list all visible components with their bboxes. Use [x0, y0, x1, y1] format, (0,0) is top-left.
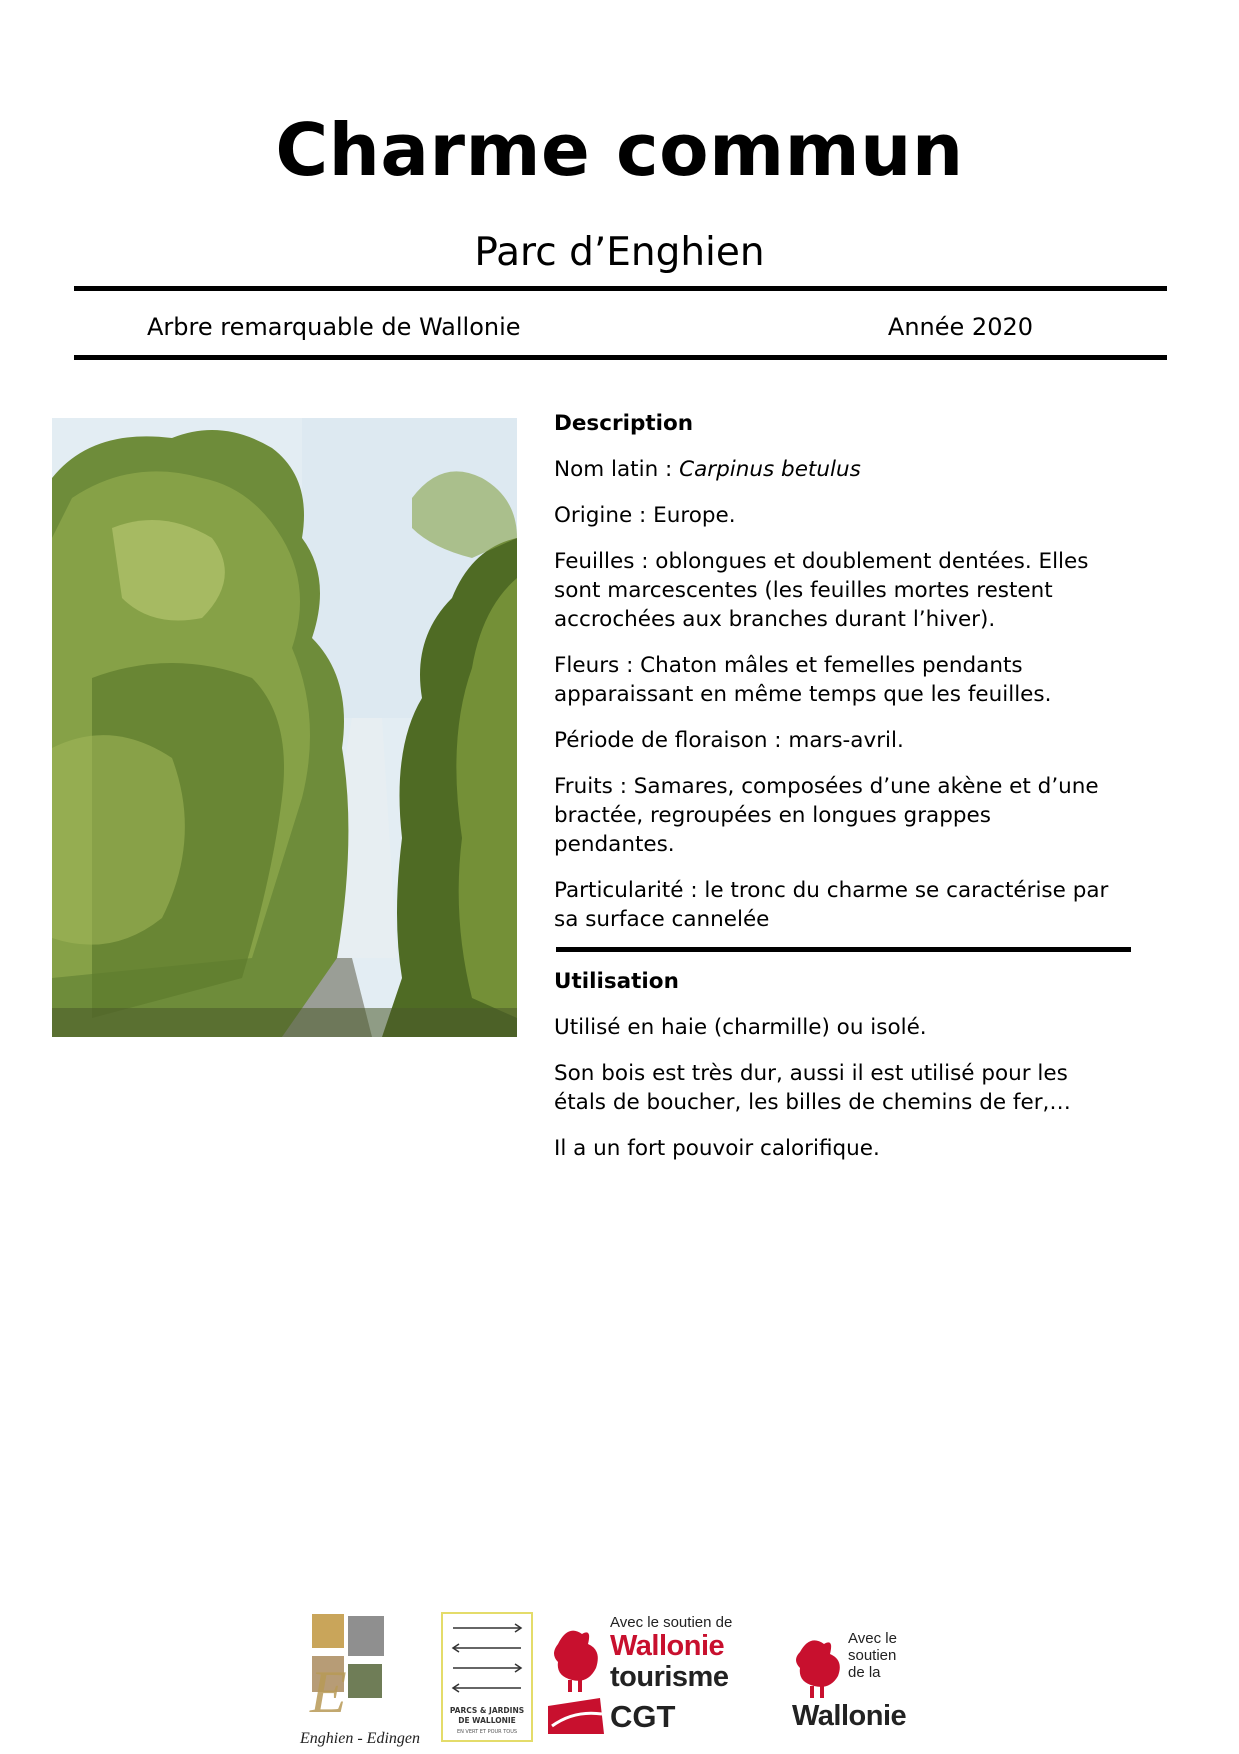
wallonie-wordmark: Wallonie [792, 1700, 907, 1732]
leaves-text: Feuilles : oblongues et doublement dentées. Elles sont marcescentes (les feuilles mortes restent accrochées aux branches durant l’hiver). [554, 549, 1089, 632]
flowering-period-text: Période de floraison : mars-avril. [554, 728, 904, 753]
usage-text-1: Utilisé en haie (charmille) ou isolé. [554, 1015, 927, 1040]
cgt-support-text: Avec le soutien de [610, 1614, 733, 1631]
tree-photo [52, 418, 517, 1037]
cgt-acronym: CGT [610, 1699, 676, 1734]
wal-support-2: soutien [848, 1647, 897, 1664]
usage-heading: Utilisation [554, 969, 679, 994]
latin-name-prefix: Nom latin : [554, 457, 680, 482]
latin-name: Carpinus betulus [679, 457, 861, 482]
usage-section [554, 967, 1114, 1180]
svg-text:E: E [310, 1659, 347, 1724]
usage-text-2: Son bois est très dur, aussi il est utilisé pour les étals de boucher, les billes de chemins de fer,… [554, 1061, 1071, 1115]
parcs-jardins-title [443, 1706, 531, 1726]
remarkable-tree-label: Arbre remarquable de Wallonie [147, 313, 521, 341]
section-divider [556, 947, 1131, 952]
enghien-logo [290, 1614, 430, 1748]
enghien-caption: Enghien - Edingen [300, 1730, 420, 1747]
page-subtitle: Parc d’Enghien [474, 230, 765, 275]
parcs-jardins-logo [441, 1612, 533, 1742]
usage-text-3: Il a un fort pouvoir calorifique. [554, 1136, 880, 1161]
wallonie-logo [790, 1630, 925, 1740]
cgt-wallonie-text: Wallonie [610, 1630, 725, 1662]
latin-name-line [554, 455, 1114, 484]
page-title: Charme commun [275, 108, 964, 192]
wallonie-support-text [848, 1630, 918, 1681]
cgt-tourisme-text: tourisme [610, 1661, 729, 1693]
wal-support-3: de la [848, 1664, 881, 1681]
sponsor-logos [0, 1604, 1239, 1754]
description-heading: Description [554, 411, 694, 436]
parcs-line-2: DE WALLONIE [458, 1716, 516, 1725]
fruits-text: Fruits : Samares, composées d’une akène et d’une bractée, regroupées en longues grappes pendantes. [554, 774, 1099, 857]
parcs-tagline: EN VERT ET POUR TOUS [456, 1729, 518, 1735]
parcs-line-1: PARCS & JARDINS [449, 1706, 525, 1715]
description-section [554, 409, 1114, 951]
wallonie-tourisme-cgt-logo [548, 1614, 748, 1738]
header-divider [74, 355, 1167, 360]
origin-text: Origine : Europe. [554, 503, 736, 528]
top-divider [74, 286, 1167, 291]
year-label: Année 2020 [887, 313, 1033, 341]
flowers-text: Fleurs : Chaton mâles et femelles pendants apparaissant en même temps que les feuilles. [554, 653, 1052, 707]
wal-support-1: Avec le [848, 1630, 897, 1647]
particularity-text: Particularité : le tronc du charme se caractérise par sa surface cannelée [554, 878, 1109, 932]
